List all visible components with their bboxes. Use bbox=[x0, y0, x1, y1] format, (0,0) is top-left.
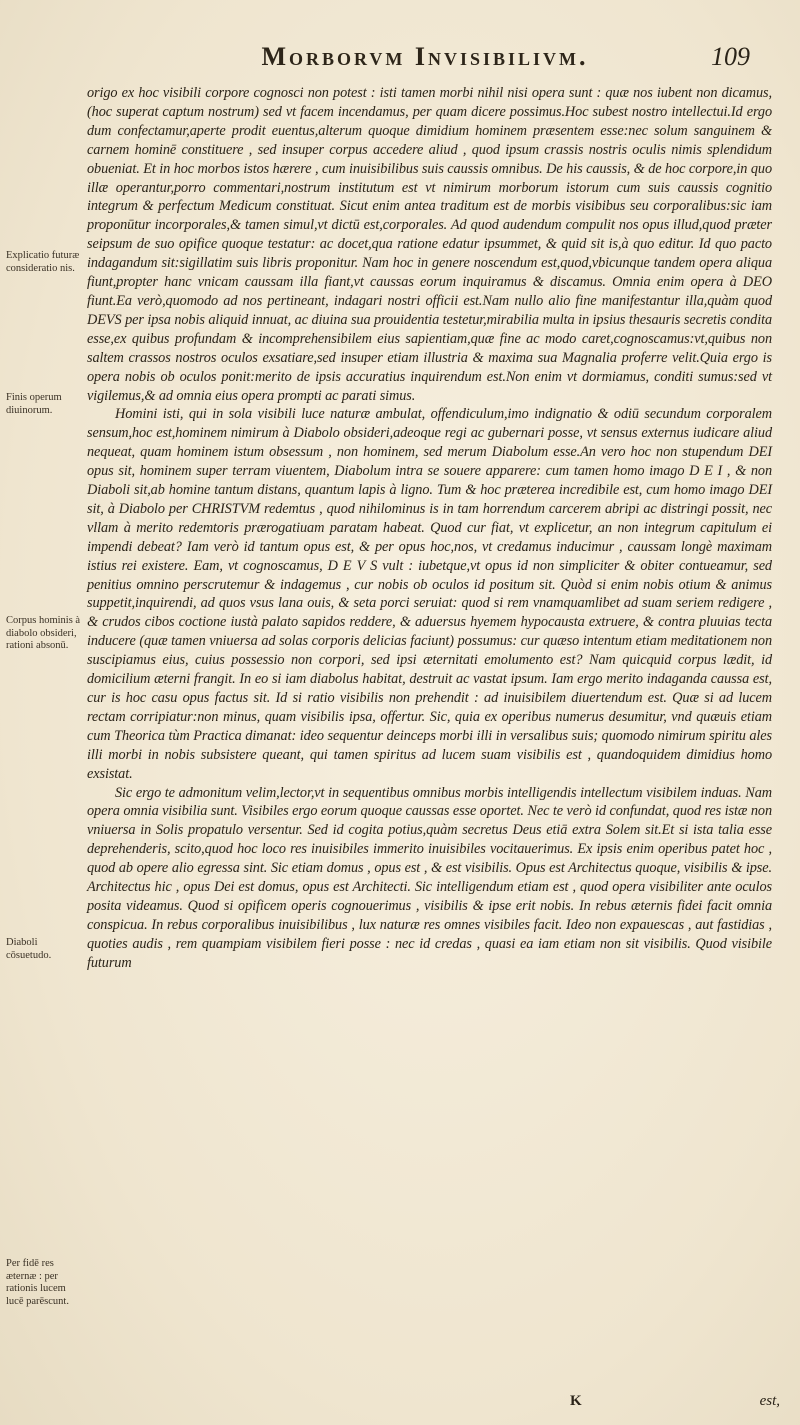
paragraph: Sic ergo te admonitum velim,lector,vt in sequentibus omnibus morbis intelligendis intellectum visibilem induas. Nam opera omnia visibilia sunt. Visibiles ergo eorum quoque caussas esse oportet. Nec te verò id confundat, quod res istæ non vniuersa in Solis propatulo versentur. Sed id cogita potius,quàm secretus Deus etiā extra Solem sit.Et si ista talia esse deprehenderis, scito,quod hoc loco res inuisibiles immerito inuisibiles vocitauerimus. Ex ipsis enim operibus patet hoc , quod ab opere alio egressa sint. Sic etiam domus , opus est , & est visibilis. Opus est Architectus quoque, visibilis & ipse. Architectus hic , opus Dei est domus, opus est Architecti. Sic intelligendum etiam est , quod opera visibiliter ante oculos posita videamus. Quod si opificem operis cognouerimus , visibilis & ipse erit nobis. In rebus æternis fidei facit omnia conspicua. In rebus corporalibus inuisibilibus , lux naturæ res omnes visibiles facit. Ideo non expauescas , aut fastidias , quoties audis , rem quampiam visibilem fieri posse : nec id credas , quasi ea iam etiam non sit visibilis. Quod visibile futurum bbox=[87, 784, 772, 971]
marginal-note: Explicatio futuræ consideratio nis. bbox=[6, 250, 80, 274]
marginal-note: Diaboli cōsuetudo. bbox=[6, 937, 52, 961]
marginal-note: Per fidē res æternæ : per rationis lucem lucē parēscunt. bbox=[6, 1258, 69, 1307]
paragraph: Homini isti, qui in sola visibili luce naturæ ambulat, offendiculum,imo indignatio & odiū secundum corporalem sensum,hoc est,hominem nimirum à Diabolo obsideri,adeoque regi ac gubernari posse, vt sensus externus iudicare aliud nequeat, quam hominem istum obsessum , non hominem, sed merum Diabolum esse.An vero hoc non stupendum DEI opus sit, hominem super terram viuentem, Diabolum intra se souere apparere: cum tamen homo imago D E I , & non Diaboli sit,ab homine tantum distans, quantum lapis à ligno. Tum & hoc præterea incredibile est, cum homo imago DEI sit, à Diabolo per CHRISTVM redemtus , quod nihilominus is in tam horrendum carcerem abripi ac distringi possit, nec vllam à merito redemtoris prærogatiuam paratam habeat. Quod cur fiat, vt explicetur, an non integrum capitulum ei impendi debeat? Iam verò id tantum opus est, & per opus hoc,nos, vt credamus inducimur , caussam longè maximam istius rei existere. Eam, vt cognoscamus, D E V S vult : iubetque,vt opus id non simpliciter & obiter contueamur, sed penitius omnino perscrutemur & indagemus , cur nobis ob oculos id positum sit. Quòd si enim nobis otium & animus suppetit,inquirendi, ad quos vsus lana ouis, & seta porci seruiat: quod si rem vnamquamlibet ad suam seriem redigere , & crudos cibos coctione iustà palato sapidos reddere, & aduersus hyemem hypocausta extruere, & contra pluuias tecta inducere (quæ tamen vniuersa ad solas corporis delicias faciunt) possumus: cur quæso intentum etiam meditationem non suscipiamus eius, cuius possessio non corpori, sed ipsi æternitati emolumento est? Nam quicquid corpus lædit, id domicilium æterni frangit. In eo si iam diabolus habitat, destruit ac vastat ipsum. Iam ergo merito indaganda caussa est, cur is hoc casu opus factus sit. Id si ratio visibilis non prehendit : ad inuisibilem diuertendum est. Quæ si ad lucem rectam corripiatur:non minus, quam visibilis ipsa, offertur. Sic, quia ex operibus numerus desumitur, vnd quæuis etiam cum Theorica tùm Practica dimanat: ideo sequentur deinceps morbi illi in versalibus suis; quomodo nimirum spiritu ales illi morbi in nobis subsistere queant, qui tamen spiritus ad lucem suam visibilis est , quandoquidem dimidius homo exsistat. bbox=[87, 406, 772, 782]
running-title: Morborvm Invisibilivm. bbox=[261, 42, 589, 71]
page-number: 109 bbox=[711, 42, 750, 71]
signature-mark: K bbox=[570, 1393, 582, 1409]
marginal-note: Finis operum diuinorum. bbox=[6, 392, 62, 416]
main-text-block bbox=[87, 84, 772, 973]
paragraph: origo ex hoc visibili corpore cognosci non potest : isti tamen morbi nihil nisi opera sunt : quæ nos iubent non dicamus,(hoc superat captum nostrum) sed vt facem incendamus, per quam dicere possimus.Hoc subest nostro intellectui.Id ergo dum confectamur,aperte prodit euentus,alterum quoque dimidium hominem præsentem esse:nec solum sanguinem & carnem hominē constituere , sed insuper corpus accedere aliud , quod ipsum crassis nostris oculis nimis splendidum obueniat. Et in hoc morbos istos hærere , cum inuisibilibus suis caussis omnibus. De his caussis, & de hoc corpore,in quo illæ operantur,porro commentari,nostrum institutum est vt nimirum morborum istorum cum suis caussis cognitio integrum & perfectum Medicum constituat. Sicut enim antea traditum est de morbis visibibus seu corporalibus:sic iam proponūtur incorporales,& tamen simul,vt dictū est,corporales. Ad quod audendum compulit nos opus illud,quod præter seipsum de suo opifice quoque testatur: ac docet,qua ratione edatur ipsummet, & quid sit is,à quo editur. Id quo pacto indagandum sit:sigillatim suis libris proponitur. Nam hoc in genere noscendum est,quod,vbicunque tandem opera aliqua fiunt,propter hanc vnicam caussam illa fiant,vt caussas eorum inquiramus & discamus. Omnia enim opera à DEO fiunt.Ea verò,quomodo ad nos pertineant, indagari nostri officii est.Nam nullo alio fine manifestantur illa,quàm quod DEVS per ipsa nobis aliquid innuat, ac diuina sua prouidentia testetur,mirabilia multa in ipsius thesauris secretis condita esse,ex quibus profundam & incomprehensibilem eius sapientiam,quæ fine ac modo caret,cognoscamus:vt,quibus non saltem crassos nostros oculos exsatiare,sed insuper etiam illustria & maxima sua Magnalia proferre velit.Quia ergo is opera nobis ob oculos ponit:merito de ipsis accuratius inquirendum est.Non enim vt dormiamus, conditi sumus:sed vt vigilemus,& ad omnia eius opera prompti ac parati simus. bbox=[87, 85, 772, 404]
marginal-note: Corpus hominis à diabolo obsideri, rationi absonū. bbox=[6, 615, 81, 651]
catchword: est, bbox=[759, 1393, 780, 1409]
page-footer bbox=[570, 1393, 780, 1410]
